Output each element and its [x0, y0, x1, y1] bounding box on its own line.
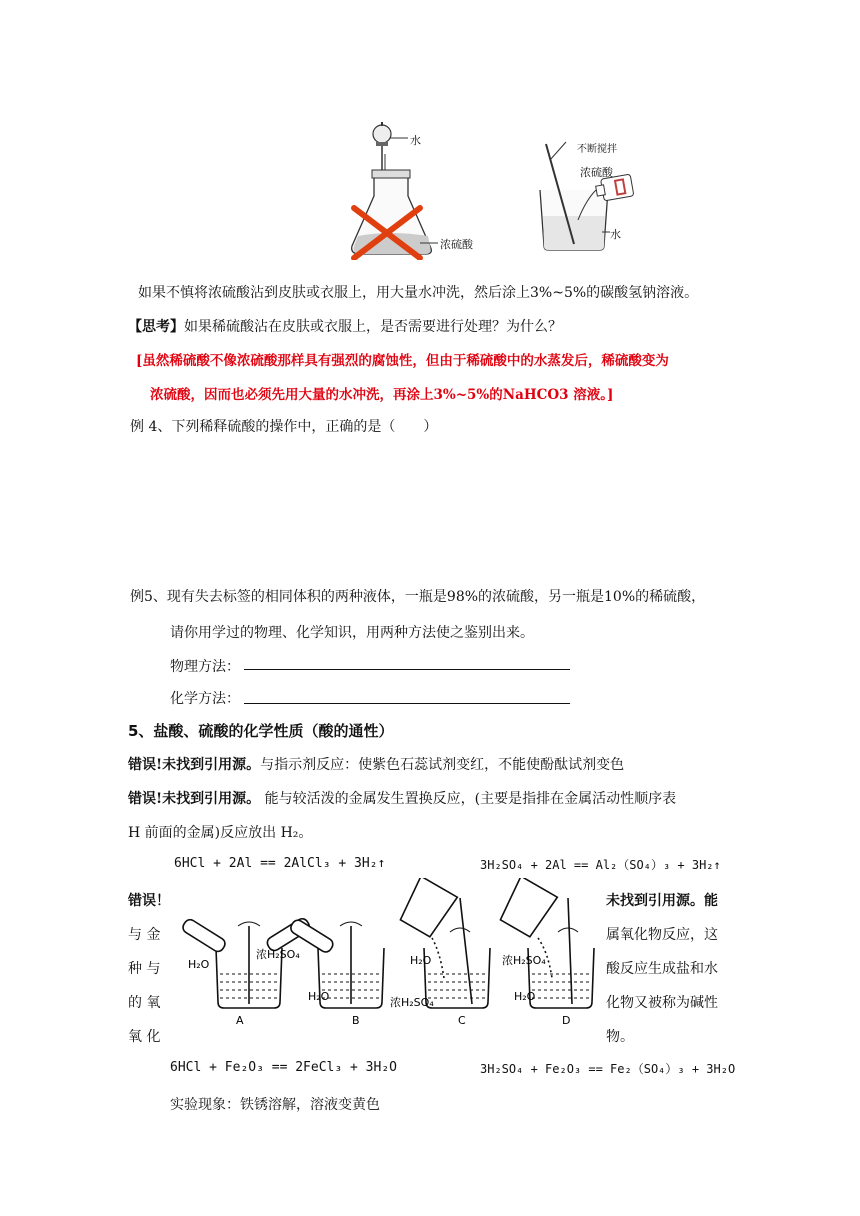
property-2 — [128, 788, 676, 808]
beaker-diagram — [530, 140, 640, 252]
fig-label-d: D — [562, 1014, 571, 1027]
example-5-line2: 请你用学过的物理、化学知识，用两种方法使之鉴别出来。 — [170, 625, 534, 641]
fig-d-acid: 浓H₂SO₄ — [502, 954, 546, 967]
chemical-method-blank[interactable] — [244, 703, 570, 704]
err3-left-3: 的 氧 — [128, 995, 161, 1011]
fig-a-acid: 浓H₂SO₄ — [256, 948, 300, 961]
property-2-text: 能与较活泼的金属发生置换反应，(主要是指排在金属活动性顺序表 — [260, 791, 677, 807]
equation-hcl-al: 6HCl + 2Al == 2AlCl₃ + 3H₂↑ — [174, 856, 386, 871]
label-acid-right: 浓硫酸 — [580, 166, 613, 179]
fig-b-water: H₂O — [308, 990, 330, 1003]
property-2-line2: H 前面的金属)反应放出 H₂。 — [128, 825, 313, 841]
think-answer-line1: [虽然稀硫酸不像浓硫酸那样具有强烈的腐蚀性，但由于稀硫酸中的水蒸发后，稀硫酸变为 — [136, 353, 669, 369]
err3-left-0: 错误！ — [128, 893, 170, 909]
think-question-text: 如果稀硫酸沾在皮肤或衣服上，是否需要进行处理？为什么？ — [184, 319, 562, 335]
err3-left-2: 种 与 — [128, 961, 161, 977]
section-5-heading: 5、盐酸、硫酸的化学性质（酸的通性） — [128, 722, 394, 740]
example-4: 例 4、下列稀释硫酸的操作中，正确的是（ ） — [130, 419, 438, 435]
property-1 — [128, 754, 624, 774]
label-stir: 不断搅拌 — [577, 144, 617, 155]
paragraph-first-aid: 如果不慎将浓硫酸沾到皮肤或衣服上，用大量水冲洗，然后涂上3%~5%的碳酸氢钠溶液。 — [138, 285, 699, 301]
error-ref-2: 错误!未找到引用源。 — [128, 791, 261, 807]
err3-right-2: 酸反应生成盐和水 — [606, 961, 718, 977]
error-ref-1: 错误!未找到引用源。 — [128, 757, 261, 773]
label-acid: 浓硫酸 — [440, 238, 473, 251]
fig-d-water: H₂O — [514, 990, 536, 1003]
fig-label-c: C — [458, 1014, 466, 1027]
phenomenon: 实验现象：铁锈溶解，溶液变黄色 — [170, 1097, 380, 1113]
property-1-text: 与指示剂反应：使紫色石蕊试剂变红，不能使酚酞试剂变色 — [260, 757, 625, 773]
err3-right-0: 未找到引用源。能 — [606, 893, 718, 909]
think-label: 【思考】 — [128, 319, 184, 335]
fig-label-a: A — [236, 1014, 244, 1027]
equation-hcl-fe2o3: 6HCl + Fe₂O₃ == 2FeCl₃ + 3H₂O — [170, 1060, 397, 1075]
fig-a-water: H₂O — [188, 958, 210, 971]
think-question — [128, 316, 562, 336]
err3-right-3: 化物又被称为碱性 — [606, 995, 718, 1011]
dilution-options-diagram — [178, 878, 608, 1034]
err3-left-4: 氧 化 — [128, 1029, 161, 1045]
fig-label-b: B — [352, 1014, 360, 1027]
think-answer-line2: 浓硫酸，因而也必须先用大量的水冲洗，再涂上3%~5%的NaHCO3 溶液。] — [150, 387, 614, 403]
physical-method-label: 物理方法： — [170, 659, 240, 675]
label-water: 水 — [410, 134, 421, 147]
equation-h2so4-al: 3H₂SO₄ + 2Al == Al₂（SO₄）₃ + 3H₂↑ — [480, 858, 721, 872]
err3-left-1: 与 金 — [128, 927, 161, 943]
fig-b-acid: 浓H₂SO₄ — [390, 996, 434, 1009]
physical-method-blank[interactable] — [244, 669, 570, 670]
example-5-line1: 例5、现有失去标签的相同体积的两种液体，一瓶是98%的浓硫酸，另一瓶是10%的稀硫酸， — [130, 589, 706, 605]
err3-right-1: 属氧化物反应，这 — [606, 927, 718, 943]
label-water-right: 水 — [610, 228, 621, 241]
fig-c-water: H₂O — [410, 954, 432, 967]
err3-right-4: 物。 — [606, 1029, 634, 1045]
chemical-method-label: 化学方法： — [170, 691, 240, 707]
equation-h2so4-fe2o3: 3H₂SO₄ + Fe₂O₃ == Fe₂（SO₄）₃ + 3H₂O — [480, 1062, 736, 1076]
